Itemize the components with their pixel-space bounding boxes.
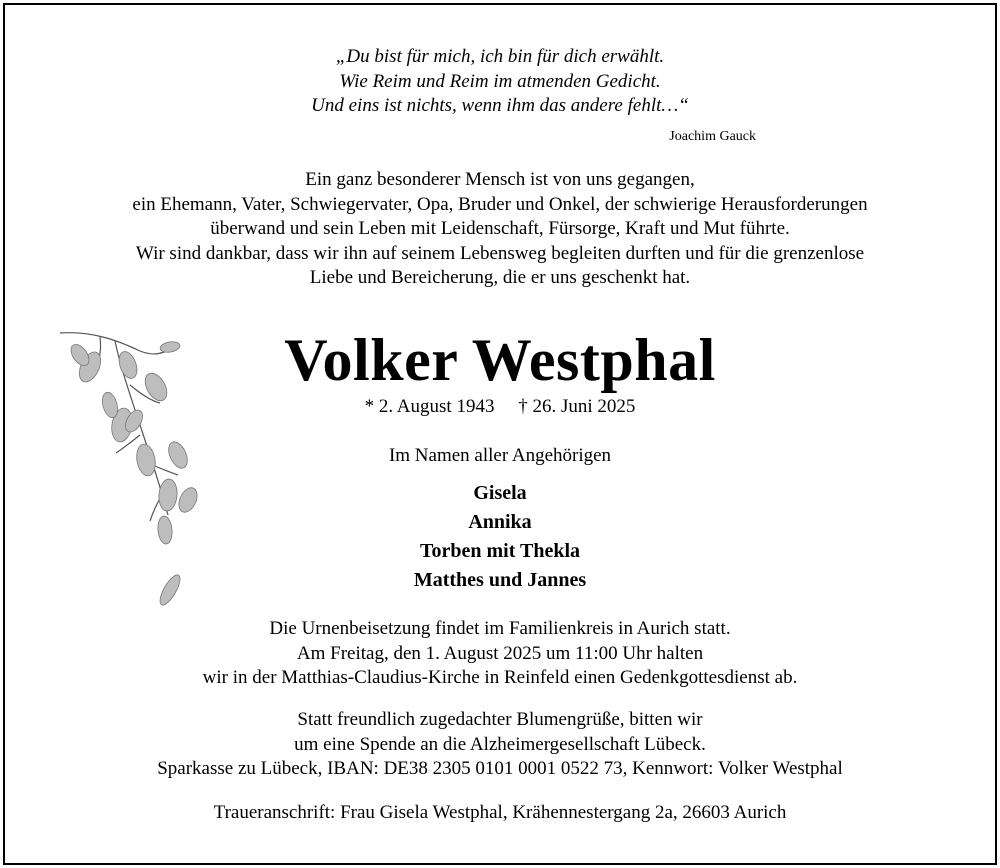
quote-line: Wie Reim und Reim im atmenden Gedicht. — [339, 70, 661, 92]
intro-line: ein Ehemann, Vater, Schwiegervater, Opa, Bruder und Onkel, der schwierige Herausforderungen — [132, 193, 868, 215]
quote-author: Joachim Gauck — [669, 129, 756, 144]
mourner-name: Torben mit Thekla — [419, 540, 581, 562]
mourner-name: Matthes und Jannes — [413, 569, 587, 591]
quote-line: „Du bist für mich, ich bin für dich erwählt. — [335, 46, 665, 67]
mourner-name: Annika — [468, 511, 532, 533]
donation-info — [0, 708, 1000, 782]
mourners-label: Im Namen aller Angehörigen — [388, 445, 612, 466]
intro-line: Ein ganz besonderer Mensch ist von uns gegangen, — [305, 169, 695, 190]
funeral-info — [0, 617, 1000, 691]
quote-line: Und eins ist nichts, wenn ihm das andere fehlt…“ — [311, 95, 689, 116]
intro-line: Liebe und Bereicherung, die er uns geschenkt hat. — [309, 267, 691, 288]
funeral-line: Am Freitag, den 1. August 2025 um 11:00 Uhr halten — [296, 642, 704, 664]
intro-text — [0, 168, 1000, 291]
funeral-line: Die Urnenbeisetzung findet im Familienkreis in Aurich statt. — [269, 618, 731, 639]
donation-line: um eine Spende an die Alzheimergesellschaft Lübeck. — [294, 733, 706, 755]
quote — [0, 45, 1000, 119]
intro-line: überwand und sein Leben mit Leidenschaft, Fürsorge, Kraft und Mut führte. — [210, 218, 790, 239]
life-dates: * 2. August 1943 † 26. Juni 2025 — [364, 396, 636, 417]
donation-line: Sparkasse zu Lübeck, IBAN: DE38 2305 0101 0001 0522 73, Kennwort: Volker Westphal — [157, 758, 843, 779]
deceased-name: Volker Westphal — [284, 327, 716, 393]
intro-line: Wir sind dankbar, dass wir ihn auf seinem Lebensweg begleiten durften und für die grenzenlose — [135, 242, 865, 264]
funeral-line: wir in der Matthias-Claudius-Kirche in Reinfeld einen Gedenkgottesdienst ab. — [202, 667, 798, 688]
mourning-address: Traueranschrift: Frau Gisela Westphal, Krähennestergang 2a, 26603 Aurich — [213, 802, 787, 823]
donation-line: Statt freundlich zugedachter Blumengrüße, bitten wir — [297, 709, 703, 730]
mourners-list — [0, 479, 1000, 595]
mourner-name: Gisela — [473, 482, 527, 504]
